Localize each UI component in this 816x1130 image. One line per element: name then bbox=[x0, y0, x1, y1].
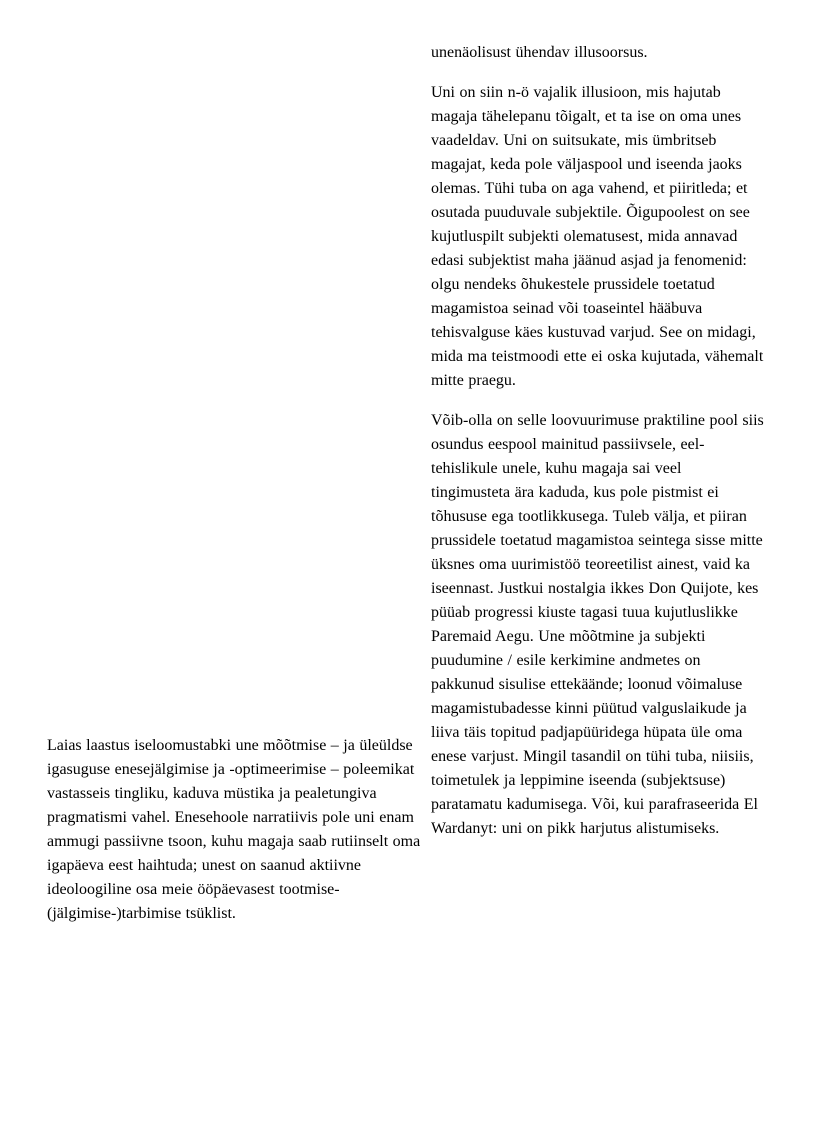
right-paragraph-1: unenäolisust ühendav illusoorsus. bbox=[431, 44, 648, 61]
left-text-column bbox=[47, 734, 423, 926]
right-paragraph-2: Uni on siin n-ö vajalik illusioon, mis hajutab magaja tähelepanu tõigalt, et ta ise on oma unes vaadeldav. Uni on suitsukate, mis ümbritseb magajat, keda pole väljaspool und iseenda jaoks olemas. Tühi tuba on aga vahend, et piiritleda; et osutada puuduvale subjektile. Õigupoolest on see kujutluspilt subjekti olematusest, mida annavad edasi subjektist maha jäänud asjad ja fenomenid: olgu nendeks õhukestele prussidele toetatud magamistoa seinad või toaseintel hääbuva tehisvalguse käes kustuvad varjud. See on midagi, mida ma teistmoodi ette ei oska kujutada, vähemalt mitte praegu. bbox=[431, 84, 764, 389]
right-paragraph-3: Võib-olla on selle loovuurimuse praktiline pool siis osundus eespool mainitud passiivsele, eel-tehislikule unele, kuhu magaja sai veel tingimusteta ära kaduda, kus pole pistmist ei tõhususe ega tootlikkusega. Tuleb välja, et piiran prussidele toetatud magamistoa seintega sisse mitte üksnes oma uurimistöö teoreetilist ainest, vaid ka iseennast. Justkui nostalgia ikkes Don Quijote, kes püüab progressi kiuste tagasi tuua kujutluslikke Paremaid Aegu. Une mõõtmine ja subjekti puudumine / esile kerkimine andmetes on pakkunud sisulise ettekäände; loonud võimaluse magamistubadesse kinni püütud valguslaikude ja liiva täis topitud padjapüüridega hüpata üle oma enese varjust. Mingil tasandil on tühi tuba, niisiis, toimetulek ja leppimine iseenda (subjektsuse) paratamatu kadumisega. Või, kui parafraseerida El Wardanyt: uni on pikk harjutus alistumiseks. bbox=[431, 412, 764, 837]
right-text-column bbox=[431, 41, 765, 841]
left-paragraph-1: Laias laastus iseloomustabki une mõõtmise – ja üleüldse igasuguse enesejälgimise ja -optimeerimise – poleemikat vastasseis tingliku, kaduva müstika ja pealetungiva pragmatismi vahel. Enesehoole narratiivis pole uni enam ammugi passiivne tsoon, kuhu magaja saab rutiinselt oma igapäeva eest haihtuda; unest on saanud aktiivne ideoloogiline osa meie ööpäevasest tootmise-(jälgimise-)tarbimise tsüklist. bbox=[47, 737, 421, 922]
